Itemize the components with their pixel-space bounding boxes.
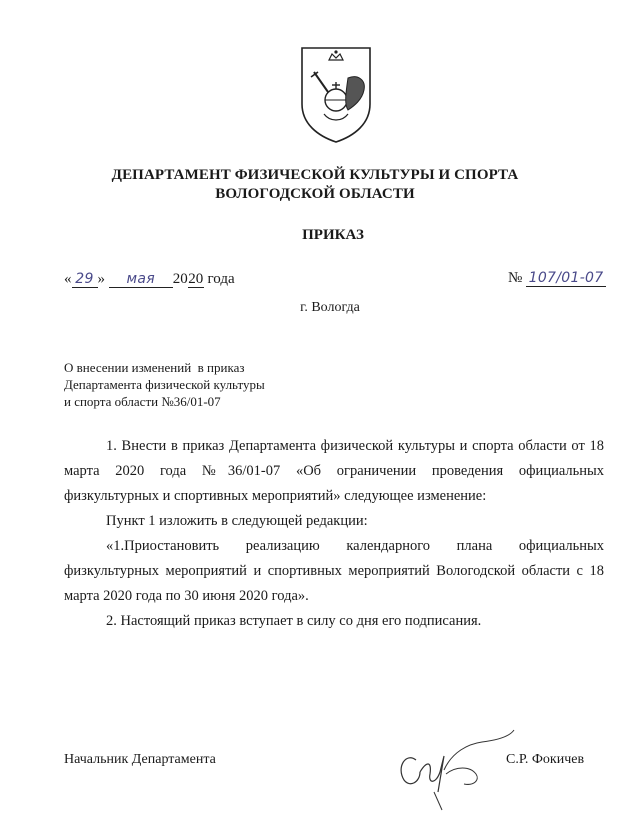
body-paragraph-2: Пункт 1 изложить в следующей редакции: (106, 513, 368, 529)
handwritten-signature (386, 722, 516, 812)
order-title: ПРИКАЗ (302, 227, 364, 243)
order-body (64, 434, 604, 634)
signatory-position: Начальник Департамента (64, 752, 216, 767)
signer-name: С.Р. Фокичев (506, 752, 585, 767)
date-quote-close: » (97, 271, 105, 287)
date-year-prefix: 20 (172, 271, 188, 287)
number-sign: № (508, 270, 523, 286)
date-month: мая (109, 271, 173, 288)
department-line-1: ДЕПАРТАМЕНТ ФИЗИЧЕСКОЙ КУЛЬТУРЫ И СПОРТА (111, 167, 519, 183)
body-paragraph-3: «1.Приостановить реализацию календарного плана официальных физкультурных мероприятий и спортивных мероприятий Вологодской области с 18 марта 2020 года по 30 июня 2020 года». (64, 538, 604, 604)
body-paragraph-1: 1. Внести в приказ Департамента физической культуры и спорта области от 18 марта 2020 года №36/01-07 «Об ограничении проведения официальных физкультурных и спортивных мероприятий» следующее изменение: (64, 438, 604, 504)
order-subject (64, 359, 324, 410)
date-year-suffix: 20 (188, 271, 204, 287)
coat-of-arms-emblem (296, 44, 376, 144)
subject-line-2: Департамента физической культуры (64, 377, 265, 392)
date-quote-open: « (64, 271, 72, 287)
date-day: 29 (72, 271, 98, 288)
department-name (0, 166, 630, 204)
date-year-word: года (207, 271, 235, 287)
department-line-2: ВОЛОГОДСКОЙ ОБЛАСТИ (215, 186, 415, 202)
body-paragraph-4: 2. Настоящий приказ вступает в силу со дня его подписания. (106, 613, 482, 629)
number-value: 107/01-07 (526, 270, 606, 287)
subject-line-3: и спорта области №36/01-07 (64, 394, 221, 409)
order-number (508, 270, 606, 287)
subject-line-1: О внесении изменений в приказ (64, 360, 245, 375)
city: г. Вологда (300, 300, 360, 315)
order-date (64, 271, 235, 288)
